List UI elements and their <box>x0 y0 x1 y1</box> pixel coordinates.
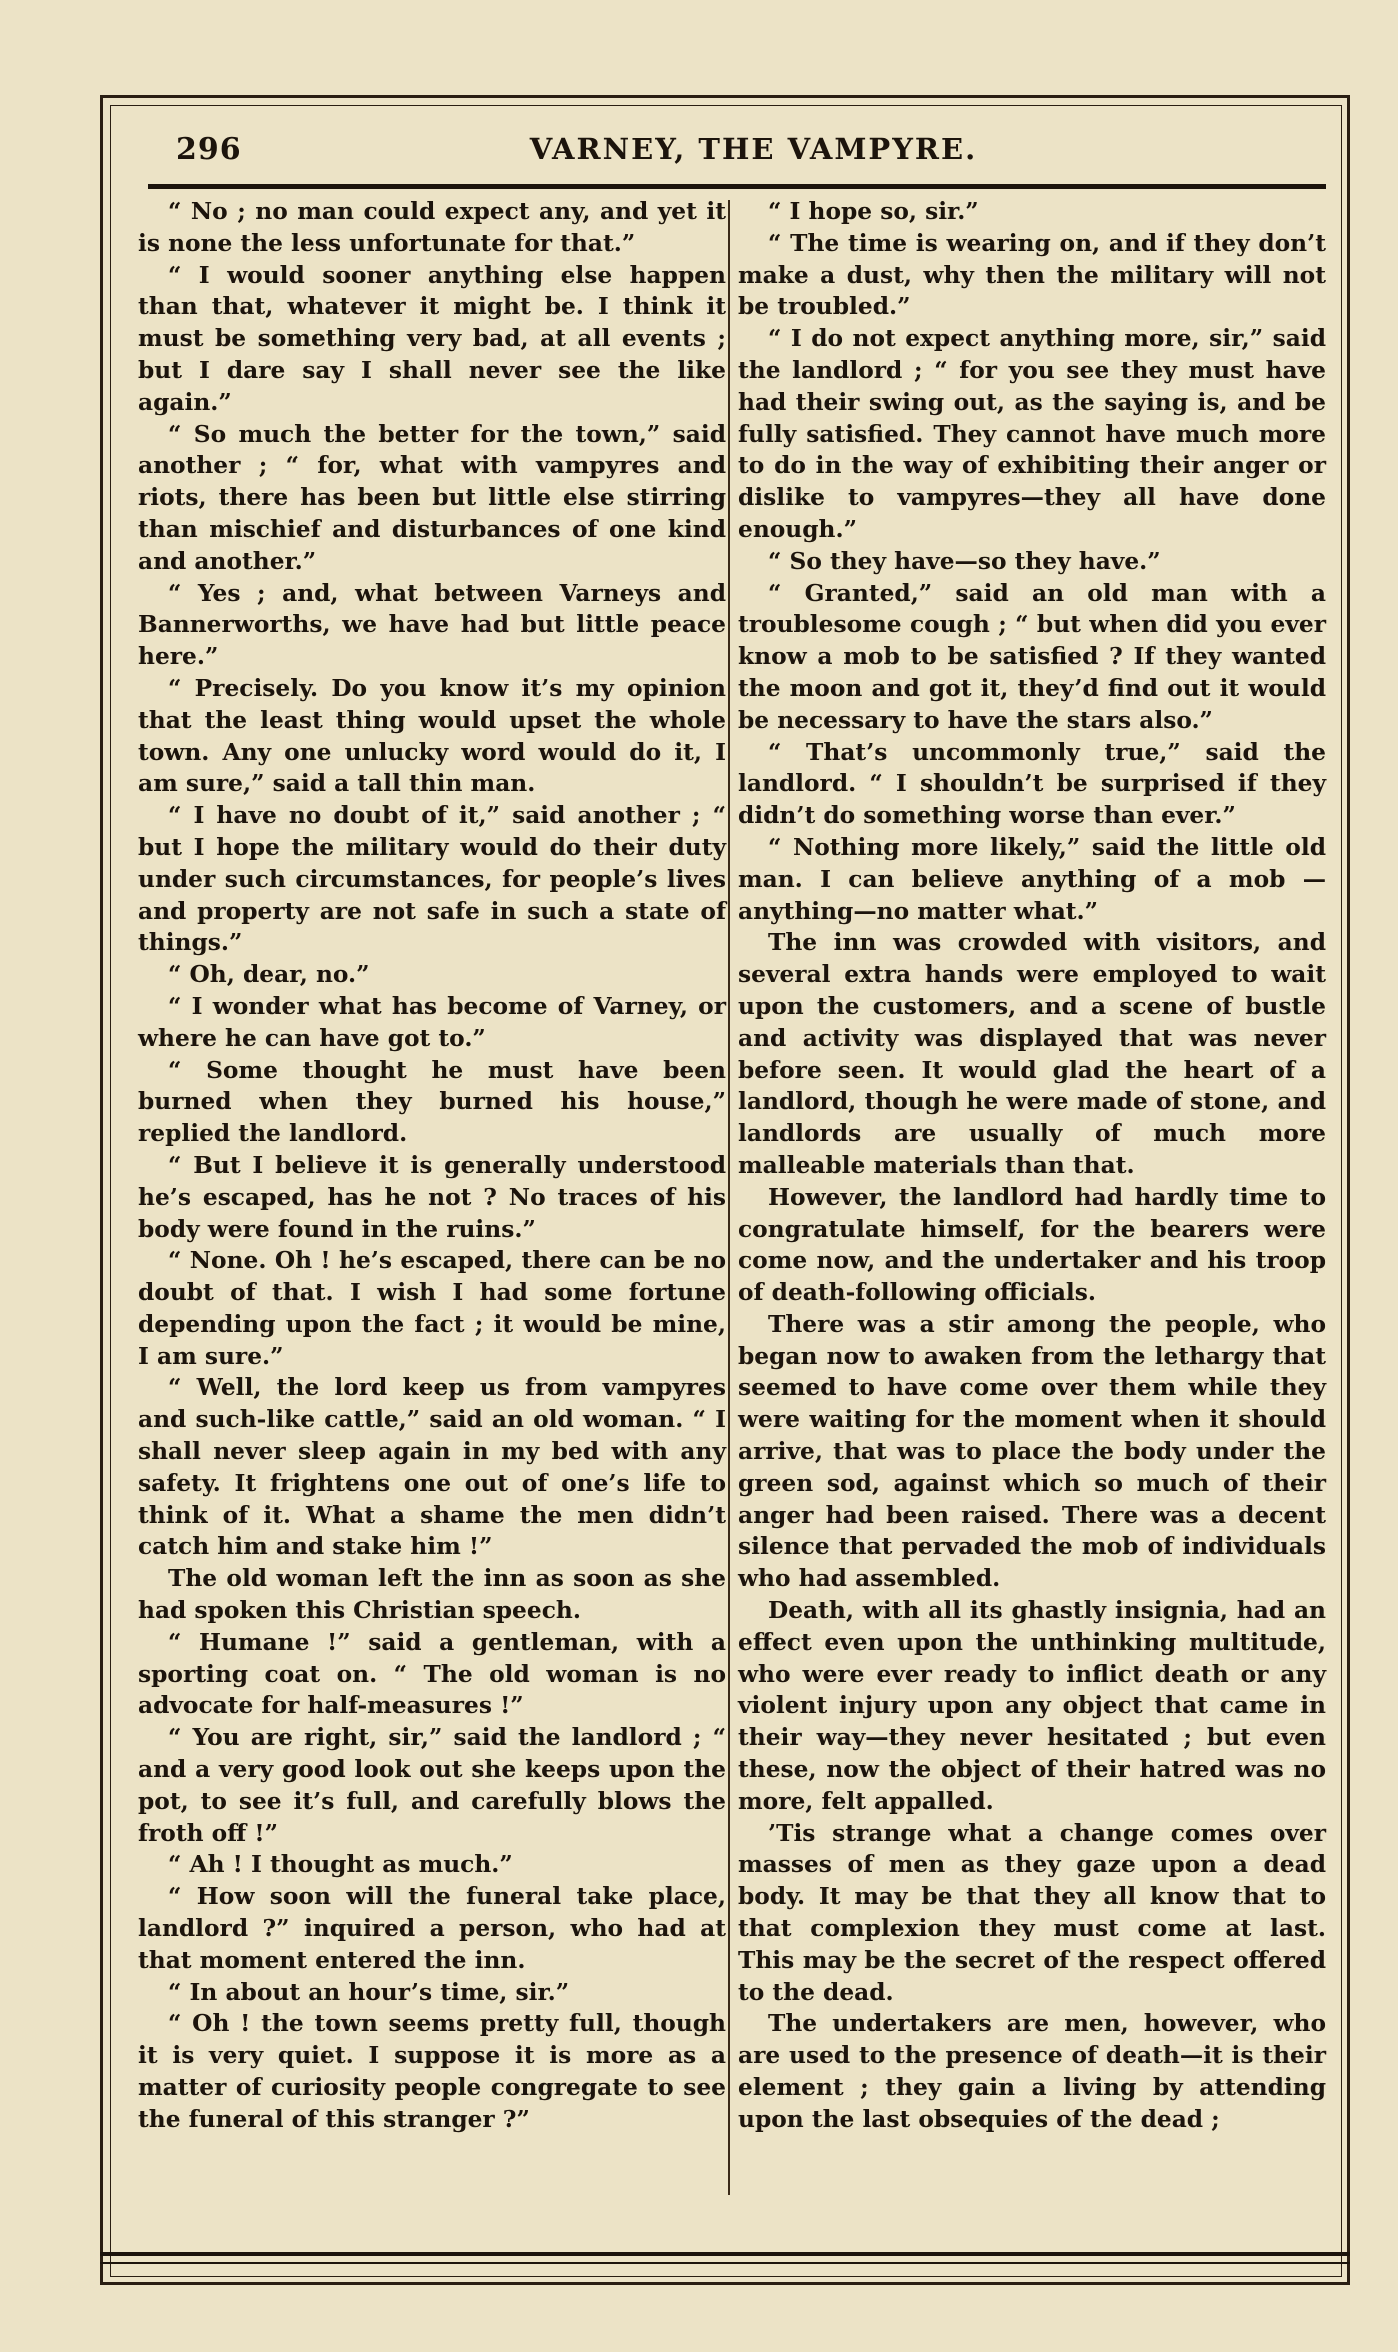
paragraph: “ The time is wearing on, and if they don’t make a dust, why then the military will not be troubled.” <box>738 229 1326 321</box>
paragraph: The old woman left the inn as soon as she had spoken this Christian speech. <box>138 1565 726 1625</box>
left-column <box>138 196 726 2136</box>
paragraph: “ But I believe it is generally understood he’s escaped, has he not ? No traces of his body were found in the ruins.” <box>138 1151 726 1243</box>
page-number: 296 <box>176 132 242 167</box>
paragraph: “ Oh, dear, no.” <box>168 961 370 989</box>
paragraph: “ Some thought he must have been burned when they burned his house,” replied the landlord. <box>138 1056 726 1148</box>
paragraph: ’Tis strange what a change comes over masses of men as they gaze upon a dead body. It may be that they all know that to that complexion they must come at last. This may be the secret of the respect offered to the dead. <box>738 1819 1326 2006</box>
paragraph: Death, with all its ghastly insignia, had an effect even upon the unthinking multitude, who were ever ready to inflict death or any violent injury upon any object that came in their way—they never hesitated ; but even these, now the object of their hatred was no more, felt appalled. <box>738 1597 1326 1815</box>
paragraph: “ You are right, sir,” said the landlord ; “ and a very good look out she keeps upon the pot, to see it’s full, and carefully blows the froth off !” <box>138 1724 726 1847</box>
right-column <box>738 196 1326 2136</box>
paragraph: “ Humane !” said a gentleman, with a sporting coat on. “ The old woman is no advocate for half-measures !” <box>138 1628 726 1720</box>
paragraph: “ Precisely. Do you know it’s my opinion that the least thing would upset the whole town. Any one unlucky word would do it, I am sure,” said a tall thin man. <box>138 674 726 798</box>
paragraph: “ Oh ! the town seems pretty full, though it is very quiet. I suppose it is more as a matter of curiosity people congregate to see the funeral of this stranger ?” <box>138 2010 726 2133</box>
paragraph: The undertakers are men, however, who are used to the presence of death—it is their element ; they gain a living by attending upon the last obsequies of the dead ; <box>738 2010 1326 2133</box>
paragraph: “ I hope so, sir.” <box>768 198 979 225</box>
paragraph: The inn was crowded with visitors, and several extra hands were employed to wait upon the customers, and a scene of bustle and activity was displayed that was never before seen. It would glad the heart of a landlord, though he were made of stone, and landlords are usually of much more malleable materials than that. <box>738 929 1326 1179</box>
paragraph: However, the landlord had hardly time to congratulate himself, for the bearers were come now, and the undertaker and his troop of death-following officials. <box>738 1183 1326 1307</box>
running-title: VARNEY, THE VAMPYRE. <box>529 132 978 166</box>
paragraph: “ Granted,” said an old man with a troublesome cough ; “ but when did you ever know a mob to be satisfied ? If they wanted the moon and got it, they’d find out it would be necessary to have the stars also.” <box>738 579 1326 734</box>
paragraph: “ I wonder what has become of Varney, or where he can have got to.” <box>138 992 726 1052</box>
paragraph: “ Nothing more likely,” said the little old man. I can believe anything of a mob —anything—no matter what.” <box>738 833 1326 925</box>
paragraph: “ None. Oh ! he’s escaped, there can be no doubt of that. I wish I had some fortune depending upon the fact ; it would be mine, I am sure.” <box>138 1247 726 1370</box>
paragraph: “ Yes ; and, what between Varneys and Bannerworths, we have had but little peace here.” <box>138 579 726 671</box>
footer-rule <box>100 2252 1350 2256</box>
paragraph: “ How soon will the funeral take place, landlord ?” inquired a person, who had at that moment entered the inn. <box>138 1883 726 1974</box>
paragraph: “ So much the better for the town,” said another ; “ for, what with vampyres and riots, there has been but little else stirring than mischief and disturbances of one kind and another.” <box>138 420 726 575</box>
paragraph: “ In about an hour’s time, sir.” <box>168 1978 570 2006</box>
paragraph: “ I have no doubt of it,” said another ; “ but I hope the military would do their duty under such circumstances, for people’s lives and property are not safe in such a state of things.” <box>138 802 726 957</box>
paragraph: “ I do not expect anything more, sir,” said the landlord ; “ for you see they must have had their swing out, as the saying is, and be fully satisfied. They cannot have much more to do in the way of exhibiting their anger or dislike to vampyres—they all have done enough.” <box>738 325 1326 543</box>
paragraph: “ Well, the lord keep us from vampyres and such-like cattle,” said an old woman. “ I shall never sleep again in my bed with any safety. It frightens one out of one’s life to think of it. What a shame the men didn’t catch him and stake him !” <box>138 1374 726 1561</box>
paragraph: “ So they have—so they have.” <box>768 547 1161 575</box>
paragraph: “ I would sooner anything else happen than that, whatever it might be. I think it must be something very bad, at all events ; but I dare say I shall never see the like again.” <box>138 261 726 416</box>
page-header <box>176 132 1331 172</box>
paragraph: “ That’s uncommonly true,” said the landlord. “ I shouldn’t be surprised if they didn’t do something worse than ever.” <box>738 738 1326 830</box>
paragraph: There was a stir among the people, who began now to awaken from the lethargy that seemed to have come over them while they were waiting for the moment when it should arrive, that was to place the body under the green sod, against which so much of their anger had been raised. There was a decent silence that pervaded the mob of individuals who had assembled. <box>738 1310 1326 1593</box>
paragraph: “ Ah ! I thought as much.” <box>168 1851 513 1879</box>
header-rule <box>148 184 1326 189</box>
column-divider <box>728 200 730 2195</box>
footer-rule-thin <box>100 2262 1350 2264</box>
paragraph: “ No ; no man could expect any, and yet it is none the less unfortunate for that.” <box>138 198 726 257</box>
